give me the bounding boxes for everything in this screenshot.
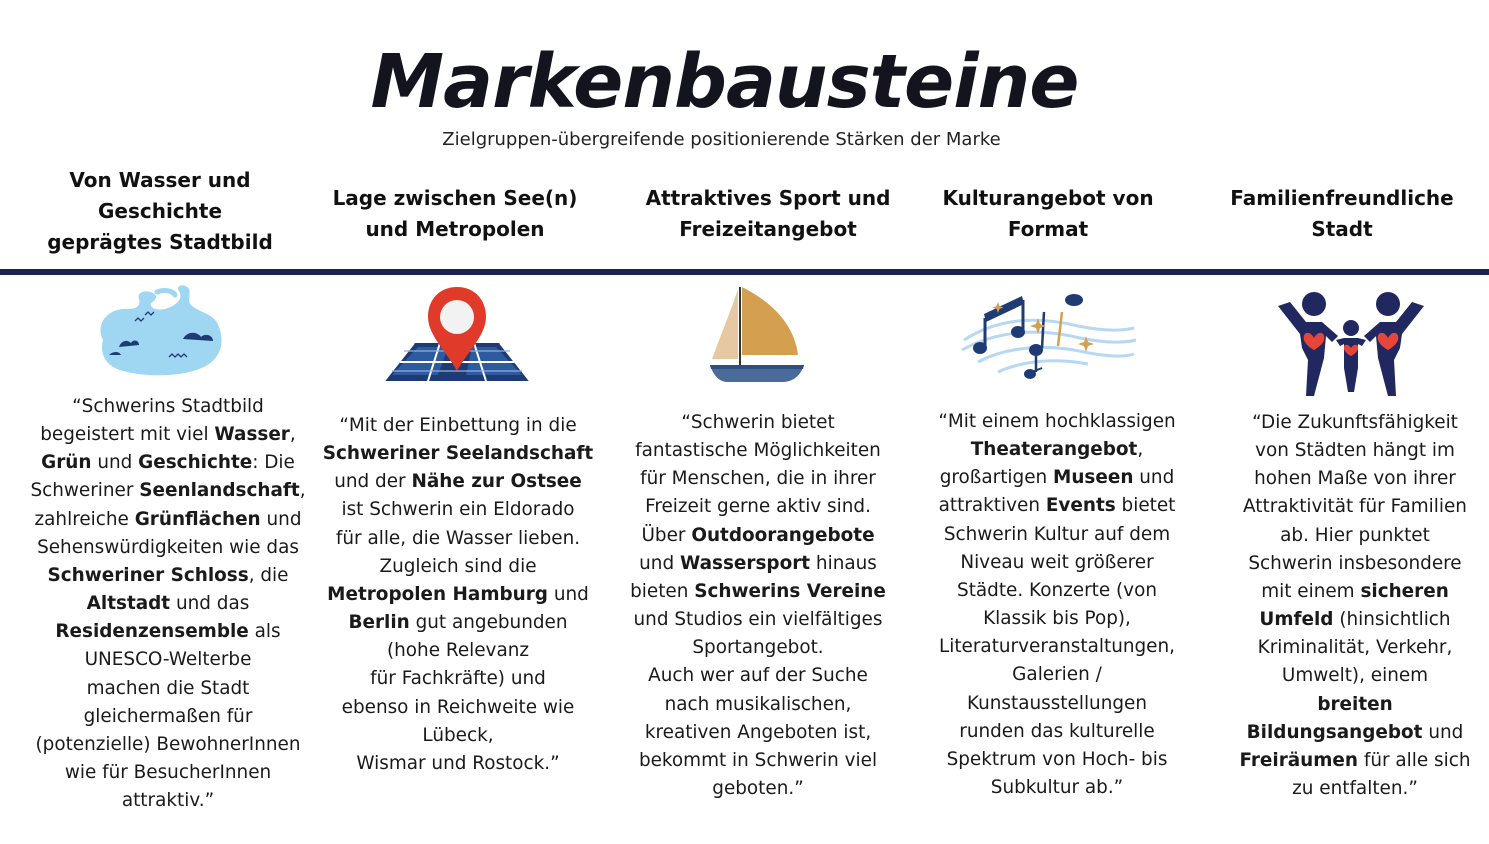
quote-text: “Schwerin bietet [681,412,835,433]
quote-text: , [299,480,306,502]
quote-line [298,637,618,665]
quote-text: zu entfalten.” [1292,778,1418,800]
heading-line: Kulturangebot von [942,186,1154,210]
quote-text: Sehenswürdigkeiten wie das [37,536,299,558]
quote-line [298,440,618,468]
quote-text: Attraktivität für Familien [1243,496,1467,518]
quote-text: Schwerin Kultur auf dem [943,523,1171,545]
quote-text: Sportangebot. [692,637,824,659]
quote-line [1195,691,1489,719]
quote-text: und der [334,471,412,493]
quote-text: runden das kulturelle [959,720,1155,742]
quote-line [598,550,918,578]
quote-line [897,492,1217,520]
quote-line [1195,465,1489,493]
quote-text: “Die Zukunftsfähigkeit [1252,412,1458,433]
column-heading-1 [10,165,310,258]
quote-text: ebenso in Reichweite wie [341,696,575,718]
quote-text: und [1133,467,1175,489]
emphasis-text: Museen [1053,467,1134,489]
quote-line [0,506,336,534]
quote-text: ab. Hier punktet [1280,524,1430,546]
quote-text: Spektrum von Hoch- bis [946,748,1168,770]
heading-line: Stadt [1311,217,1373,241]
quote-text: für alle, die Wasser lieben. [335,527,581,549]
quote-1 [0,393,336,815]
quote-text: Kriminalität, Verkehr, [1257,637,1453,659]
quote-text: bekommt in Schwerin viel [638,749,878,771]
quote-line [0,759,336,787]
emphasis-text: Nähe zur Ostsee [411,471,582,493]
quote-text: (hohe Relevanz [386,640,530,662]
quote-line [298,525,618,553]
emphasis-text: Theaterangebot [970,439,1138,461]
heading-line: Von Wasser und [69,168,251,192]
quote-text: für alle sich [1358,749,1471,771]
quote-line [598,662,918,690]
quote-text: (potenzielle) BewohnerInnen [35,733,301,755]
quote-line [897,436,1217,464]
emphasis-text: Altstadt [86,593,171,615]
quote-line [1195,522,1489,550]
header-divider [0,269,1489,275]
quote-line [598,719,918,747]
quote-line [1195,747,1489,775]
quote-line [298,496,618,524]
quote-line [0,731,336,759]
quote-line [897,718,1217,746]
page-title: Markenbausteine [370,39,1079,125]
quote-text: nach musikalischen, [664,693,852,715]
quote-line [0,449,336,477]
heading-line: und Metropolen [365,217,545,241]
quote-line [897,633,1217,661]
quote-line [1195,719,1489,747]
quote-line [897,408,1217,436]
quote-line [1195,578,1489,606]
quote-text: geboten.” [712,778,804,800]
quote-text: , [289,424,296,446]
quote-line [298,722,618,750]
quote-line [0,787,336,815]
emphasis-text: Grünflächen [134,508,261,530]
column-heading-5 [1192,183,1489,245]
heading-line: Geschichte [97,199,223,223]
quote-line [1195,775,1489,803]
quote-text: großartigen [939,467,1054,489]
quote-text: und das [170,593,250,615]
quote-line [1195,493,1489,521]
emphasis-text: Schwerins Vereine [694,580,886,602]
quote-line [298,553,618,581]
quote-line [1195,550,1489,578]
quote-text: für Menschen, die in ihrer [640,468,876,490]
quote-line [897,521,1217,549]
quote-text: attraktiven [938,495,1046,517]
column-heading-3 [618,183,918,245]
quote-text: Literaturveranstaltungen, [938,636,1175,658]
quote-text: und [1422,721,1464,743]
quote-line [1195,606,1489,634]
quote-text: Wismar und Rostock.” [356,752,560,774]
quote-line [1195,409,1489,437]
emphasis-text: sicheren [1360,580,1449,602]
quote-line [0,590,336,618]
quote-text: und [260,508,302,530]
quote-line [897,774,1217,802]
heading-line: Freizeitangebot [679,217,857,241]
quote-line [598,606,918,634]
emphasis-text: Bildungsangebot [1246,721,1423,743]
emphasis-text: Seenlandschaft [139,480,300,502]
quote-text: von Städten hängt im [1255,440,1455,462]
quote-text: hohen Maße von ihrer [1254,468,1456,490]
emphasis-text: Outdoorangebote [691,524,875,546]
quote-line [298,665,618,693]
quote-line [1195,634,1489,662]
quote-4 [897,408,1217,802]
quote-text: mit einem [1261,580,1361,602]
quote-line [598,465,918,493]
quote-text: Kunstausstellungen [966,692,1148,714]
emphasis-text: Events [1045,495,1116,517]
quote-text: zahlreiche [34,508,135,530]
emphasis-text: Schweriner Seelandschaft [322,443,594,465]
quote-text: Zugleich sind die [379,555,537,577]
heading-line: Lage zwischen See(n) [332,186,578,210]
emphasis-text: Metropolen Hamburg [327,583,548,605]
quote-text: , [1137,439,1144,461]
heading-line: Format [1007,217,1089,241]
quote-text: bieten [630,580,695,602]
quote-text: hinaus [810,552,877,574]
quote-line [598,409,918,437]
quote-line [298,468,618,496]
quote-text: Umwelt), einem [1281,665,1429,687]
quote-text: ist Schwerin ein Eldorado [341,499,575,521]
quote-text: kreativen Angeboten ist, [644,721,872,743]
emphasis-text: Residenzensemble [55,621,249,643]
quote-line [598,493,918,521]
quote-text: bietet [1115,495,1176,517]
quote-text: Schwerin insbesondere [1248,552,1462,574]
quote-line [897,577,1217,605]
quote-text: und [91,452,139,474]
quote-line [298,694,618,722]
quote-text: Freizeit gerne aktiv sind. [645,496,871,518]
emphasis-text: Freiräumen [1239,749,1359,771]
quote-line [598,691,918,719]
emphasis-text: Umfeld [1259,609,1334,631]
family-icon [1276,288,1426,400]
quote-text: Über [641,524,692,546]
quote-text: für Fachkräfte) und [370,668,546,690]
quote-line [897,690,1217,718]
quote-line [598,437,918,465]
quote-text: (hinsichtlich [1333,609,1451,631]
emphasis-text: Schweriner Schloss [47,564,249,586]
quote-line [897,746,1217,774]
quote-line [598,634,918,662]
quote-text: und [639,552,680,574]
page-subtitle: Zielgruppen-übergreifende positionierende Stärken der Marke [442,129,1001,150]
quote-line [0,703,336,731]
quote-line [598,522,918,550]
quote-line [0,393,336,421]
quote-text: “Schwerins Stadtbild [72,396,264,417]
quote-text: wie für BesucherInnen [64,762,272,784]
quote-line [897,549,1217,577]
quote-text: UNESCO-Welterbe [84,649,252,671]
quote-5 [1195,409,1489,803]
quote-3 [598,409,918,803]
quote-text: Niveau weit größerer [960,551,1154,573]
column-heading-4 [898,183,1198,245]
quote-text: begeistert mit viel [40,424,215,446]
emphasis-text: Geschichte [138,452,253,474]
quote-text: als [248,621,281,643]
quote-line [897,605,1217,633]
emphasis-text: breiten [1317,693,1393,715]
quote-text: : Die [252,452,295,474]
emphasis-text: Wassersport [679,552,811,574]
quote-line [1195,437,1489,465]
quote-text: Subkultur ab.” [990,777,1124,799]
heading-line: Familienfreundliche [1230,186,1454,210]
quote-text: attraktiv.” [121,790,215,812]
music-notes-icon [958,288,1138,383]
quote-line [0,646,336,674]
emphasis-text: Wasser [214,424,290,446]
quote-line [897,464,1217,492]
quote-line [298,581,618,609]
lake-icon [95,285,227,380]
quote-line [298,412,618,440]
quote-text: gleichermaßen für [83,705,253,727]
quote-text: Lübeck, [422,724,494,746]
quote-line [598,747,918,775]
quote-text: Städte. Konzerte (von [957,579,1157,601]
quote-text: und [547,583,589,605]
quote-line [0,618,336,646]
quote-text: machen die Stadt [86,677,250,699]
quote-text: Galerien / [1012,664,1102,686]
emphasis-text: Berlin [348,612,410,634]
quote-text: fantastische Möglichkeiten [635,440,881,462]
sailboat-icon [706,285,806,385]
quote-line [1195,662,1489,690]
heading-line: geprägtes Stadtbild [47,230,273,254]
quote-text: Auch wer auf der Suche [648,665,868,687]
quote-line [0,477,336,505]
map-pin-icon [382,285,532,385]
quote-text: “Mit einem hochklassigen [938,411,1176,432]
quote-line [0,534,336,562]
quote-line [598,578,918,606]
quote-text: “Mit der Einbettung in die [339,415,577,436]
quote-line [298,609,618,637]
quote-line [598,775,918,803]
quote-2 [298,412,618,778]
heading-line: Attraktives Sport und [645,186,891,210]
quote-line [0,562,336,590]
quote-text: Klassik bis Pop), [983,608,1131,630]
quote-line [897,661,1217,689]
quote-line [0,675,336,703]
column-heading-2 [305,183,605,245]
quote-text: gut angebunden [409,612,568,634]
quote-text: , die [248,564,289,586]
quote-line [0,421,336,449]
quote-text: Schweriner [30,480,140,502]
emphasis-text: Grün [41,452,92,474]
quote-text: und Studios ein vielfältiges [633,609,883,631]
quote-line [298,750,618,778]
